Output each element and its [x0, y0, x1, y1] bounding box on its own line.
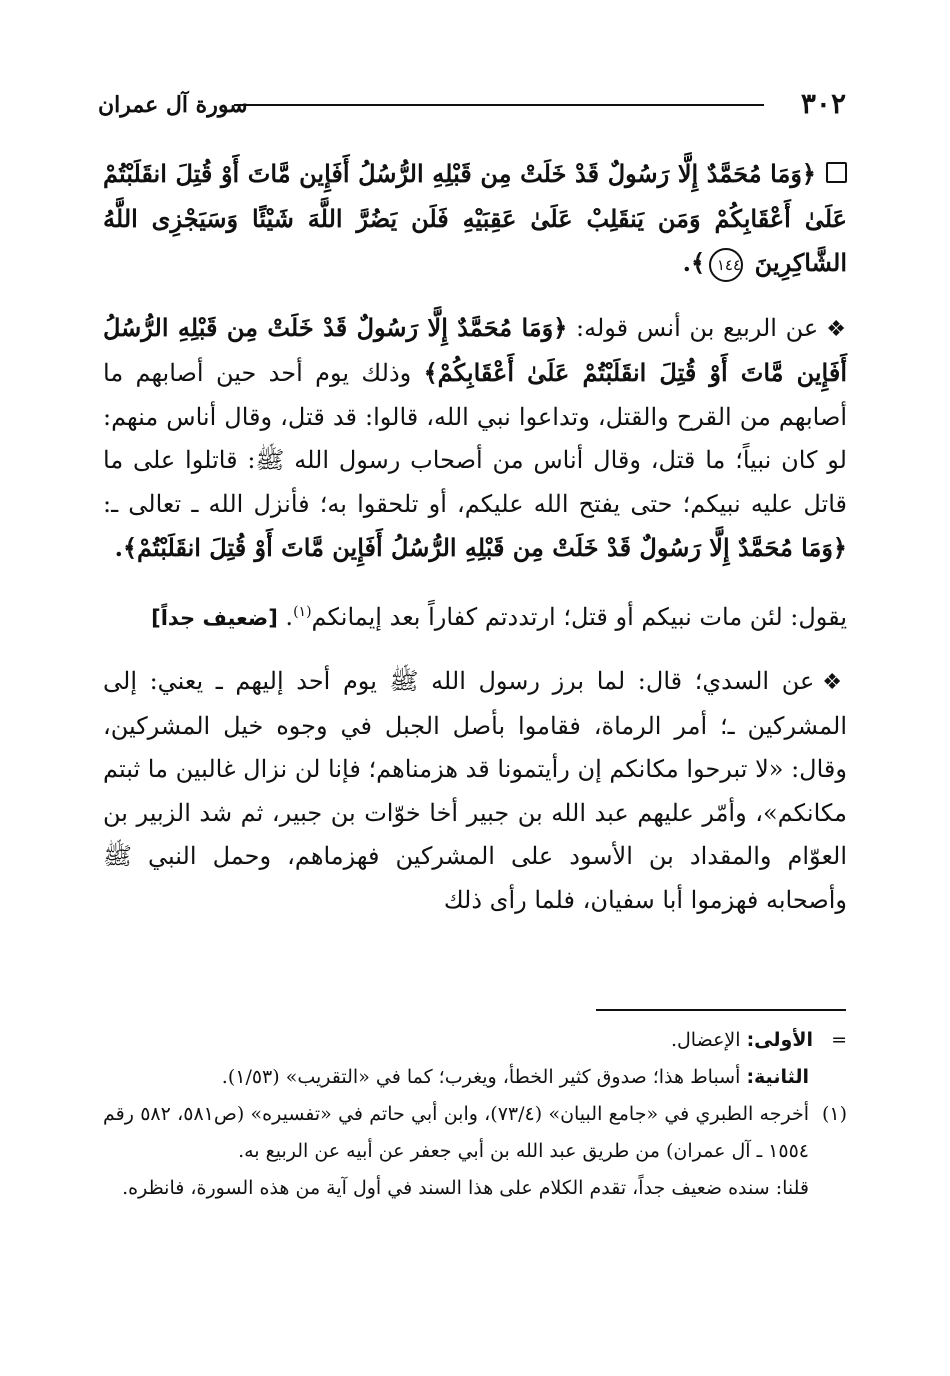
- square-bullet-icon: [826, 162, 847, 183]
- page-number: ٣٠٢: [800, 87, 846, 120]
- grading-label: [ضعيف جداً]: [151, 605, 278, 630]
- quran-quote: ﴿وَمَا مُحَمَّدٌ إِلَّا رَسُولٌ قَدْ خَلَتْ مِن قَبْلِهِ الرُّسُلُ أَفَإِين مَّاتَ أَوْ قُتِلَ انقَلَبْتُمْ عَلَىٰ أَعْقَابِكُمْ﴾: [103, 312, 847, 387]
- verse-paragraph: [103, 152, 847, 286]
- footnote-reference[interactable]: (١): [293, 603, 312, 620]
- quran-quote-2: ﴿وَمَا مُحَمَّدٌ إِلَّا رَسُولٌ قَدْ خَلَتْ مِن قَبْلِهِ الرُّسُلُ أَفَإِين مَّاتَ أَوْ قُتِلَ انقَلَبْتُمْ﴾.: [114, 533, 847, 562]
- saying-paragraph: يقول: لئن مات نبيكم أو قتل؛ ارتددتم كفاراً بعد إيمانكم$^{(١)}$. [ضعيف جداً]: [151, 602, 847, 631]
- first-text: الإعضال.: [670, 1029, 741, 1051]
- diamond-bullet-icon: ❖: [826, 316, 848, 342]
- footnote-number: (١): [821, 1103, 847, 1125]
- page-header: [98, 88, 846, 122]
- first-label: الأولى:: [746, 1029, 813, 1051]
- footnote-1-text: أخرجه الطبري في «جامع البيان» (٧٣/٤)، وابن أبي حاتم في «تفسيره» (ص٥٨١، ٥٨٢ رقم ١٥٥٤ ـ آل عمران) من طريق عبد الله بن أبي جعفر عن أبيه عن الربيع به.: [103, 1103, 809, 1162]
- narration-body: وذلك يوم أحد حين أصابهم ما أصابهم من القرح والقتل، وتداعوا نبي الله، قالوا: قد قتل، وقال أناس منهم: لو كان نبياً؛ ما قتل، وقال أناس من أصحاب رسول الله ﷺ: قاتلوا على ما قاتل عليه نبيكم؛ حتى يفتح الله عليكم، أو تلحقوا به؛ فأنزل الله ـ تعالى ـ:: [103, 359, 847, 518]
- footnote-1: [103, 1096, 847, 1207]
- narration-intro: عن الربيع بن أنس قوله:: [576, 313, 819, 342]
- footnote-separator: [596, 1009, 846, 1011]
- footnote-continuation: [103, 1022, 847, 1059]
- second-label: الثانية:: [746, 1066, 809, 1088]
- header-rule: [234, 104, 764, 106]
- main-text: [103, 152, 847, 922]
- diamond-bullet-icon: ❖: [822, 670, 847, 695]
- continuation-marker: =: [831, 1029, 847, 1051]
- footnote-second: [103, 1059, 847, 1096]
- suddi-narration: [103, 660, 847, 922]
- footnote-1-comment: قلنا: سنده ضعيف جداً، تقدم الكلام على هذا السند في أول آية من هذه السورة، فانظره.: [122, 1177, 809, 1199]
- quran-verse: ﴿وَمَا مُحَمَّدٌ إِلَّا رَسُولٌ قَدْ خَلَتْ مِن قَبْلِهِ الرُّسُلُ أَفَإِين مَّاتَ أَوْ قُتِلَ انقَلَبْتُمْ عَلَىٰ أَعْقَابِكُمْ وَمَن يَنقَلِبْ عَلَىٰ عَقِبَيْهِ فَلَن يَضُرَّ اللَّهَ شَيْئًا وَسَيَجْزِى اللَّهُ الشَّاكِرِينَ: [103, 159, 847, 277]
- second-text: أسباط هذا؛ صدوق كثير الخطأ، ويغرب؛ كما في «التقريب» (١/٥٣).: [221, 1066, 741, 1088]
- saying-text: يقول: لئن مات نبيكم أو قتل؛ ارتددتم كفاراً بعد إيمانكم: [311, 602, 847, 631]
- ayah-number-medallion: ١٤٤: [709, 248, 743, 282]
- surah-title: سورة آل عمران: [98, 92, 248, 118]
- verse-end-bracket: ﴾.: [682, 248, 706, 277]
- footnotes: [103, 1022, 847, 1207]
- suddi-text: عن السدي؛ قال: لما برز رسول الله ﷺ يوم أحد إليهم ـ يعني: إلى المشركين ـ؛ أمر الرماة، فقاموا بأصل الجبل في وجوه خيل المشركين، وقال: «لا تبرحوا مكانكم إن رأيتمونا قد هزمناهم؛ فإنا لن نزال غالبين ما ثبتم مكانكم»، وأمّر عليهم عبد الله بن جبير أخا خوّات بن جبير، ثم شد الزبير بن العوّام والمقداد بن الأسود على المشركين فهزماهم، وحمل النبي ﷺ وأصحابه فهزموا أبا سفيان، فلما رأى ذلك: [103, 667, 847, 914]
- rabi-narration: [103, 306, 847, 571]
